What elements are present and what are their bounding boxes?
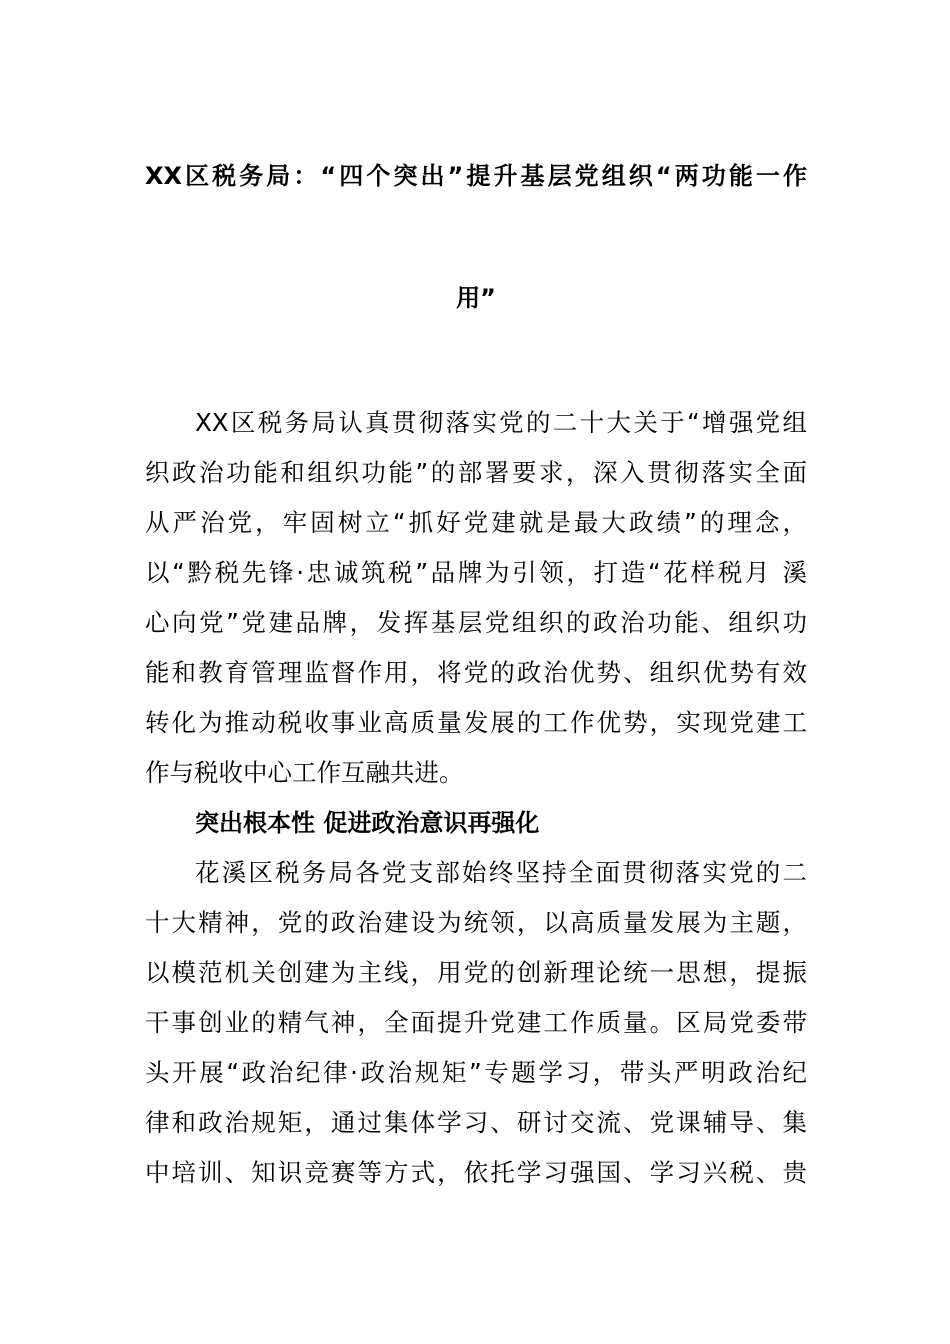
intro-line: 转化为推动税收事业高质量发展的工作优势，实现党建工: [145, 708, 807, 737]
section-line: 以模范机关创建为主线，用党的创新理论统一思想，提振: [145, 958, 807, 987]
document-title-line-1: XX区税务局：“四个突出”提升基层党组织“两功能一作: [145, 162, 807, 190]
section-heading: 突出根本性 促进政治意识再强化: [195, 809, 540, 837]
intro-line: 心向党”党建品牌，发挥基层党组织的政治功能、组织功: [145, 608, 807, 637]
section-line: 中培训、知识竞赛等方式，依托学习强国、学习兴税、贵: [145, 1158, 807, 1187]
section-line: 头开展“政治纪律·政治规矩”专题学习，带头严明政治纪: [145, 1058, 807, 1087]
intro-line: XX区税务局认真贯彻落实党的二十大关于“增强党组: [195, 408, 807, 437]
intro-line: 能和教育管理监督作用，将党的政治优势、组织优势有效: [145, 658, 807, 687]
intro-line: 作与税收中心工作互融共进。: [145, 758, 464, 787]
intro-line: 织政治功能和组织功能”的部署要求，深入贯彻落实全面: [145, 458, 807, 487]
section-line: 花溪区税务局各党支部始终坚持全面贯彻落实党的二: [195, 858, 807, 887]
section-line: 十大精神，党的政治建设为统领，以高质量发展为主题，: [145, 908, 807, 937]
section-line: 律和政治规矩，通过集体学习、研讨交流、党课辅导、集: [145, 1108, 807, 1137]
intro-line: 从严治党，牢固树立“抓好党建就是最大政绩”的理念，: [145, 508, 807, 537]
document-title-line-2: 用”: [456, 284, 496, 312]
intro-line: 以“黔税先锋·忠诚筑税”品牌为引领，打造“花样税月 溪: [145, 558, 807, 587]
document-body: [145, 398, 807, 1198]
section-line: 干事创业的精气神，全面提升党建工作质量。区局党委带: [145, 1008, 807, 1037]
